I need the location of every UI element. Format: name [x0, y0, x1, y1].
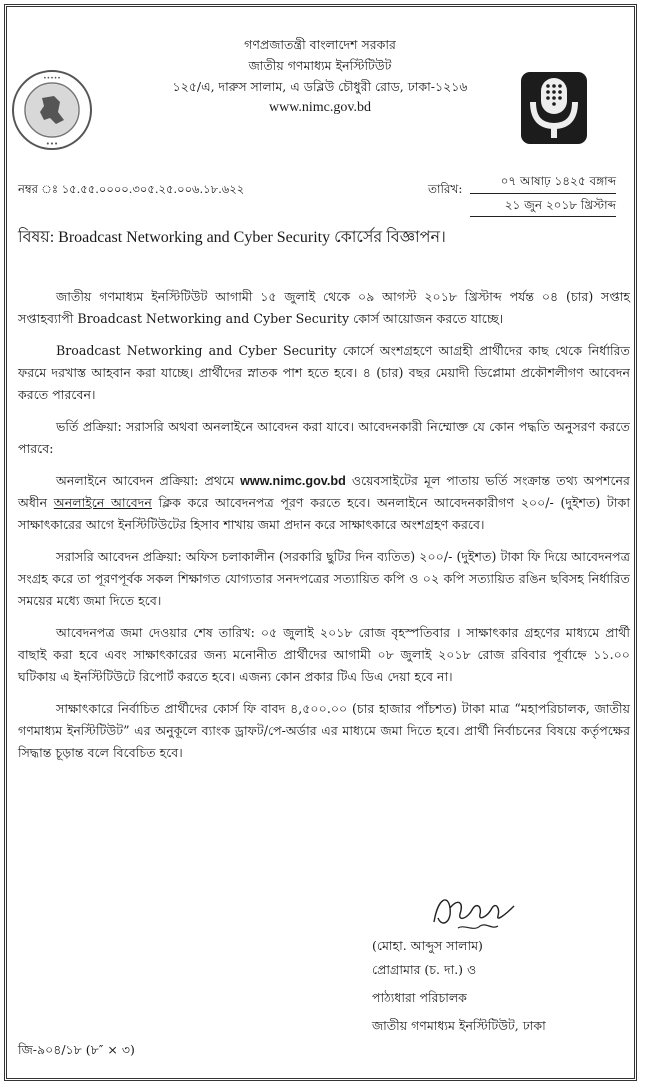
letterhead: [110, 34, 530, 118]
signature-block: [372, 878, 632, 1038]
online-apply-link[interactable]: অনলাইনে আবেদন: [53, 495, 152, 510]
header-address: ১২৫/এ, দারুস সালাম, এ ডব্লিউ চৌধুরী রোড, ঢাকা-১২১৬: [172, 79, 468, 94]
svg-text:•••••: •••••: [43, 75, 61, 82]
date-label: তারিখ:: [428, 182, 463, 196]
signatory-org: জাতীয় গণমাধ্যম ইনস্টিটিউট, ঢাকা: [372, 1018, 546, 1033]
signatory-name: (মোহা. আব্দুস সালাম): [372, 938, 483, 953]
signatory-role: প্রোগ্রামার (চ. দা.) ও: [372, 962, 477, 977]
header-government: গণপ্রজাতন্ত্রী বাংলাদেশ সরকার: [244, 37, 396, 52]
paragraph-eligibility: Broadcast Networking and Cyber Security কোর্সে অংশগ্রহণে আগ্রহী প্রার্থীদের কাছ থেকে নির্ধারিত ফরমে দরখাস্ত আহবান করা যাচ্ছে। প্রার্থীদের স্নাতক পাশ হতে হবে। ৪ (চার) বছর মেয়াদী ডিপ্লোমা প্রকৌশলীগণ আবেদন করতে পারবেন।: [18, 343, 630, 402]
website-link[interactable]: www.nimc.gov.bd: [240, 474, 346, 488]
microphone-logo-icon: [521, 72, 587, 144]
date-gregorian: ২১ জুন ২০১৮ খ্রিস্টাব্দ: [470, 194, 616, 217]
date-block: [470, 170, 616, 217]
paragraph-admission-process: ভর্তি প্রক্রিয়া: সরাসরি অথবা অনলাইনে আবেদন করা যাবে। আবেদনকারী নিম্মোক্ত যে কোন পদ্ধতি অনুসরণ করতে পারবে:: [18, 419, 630, 456]
svg-text:•••: •••: [45, 140, 59, 148]
paragraph-course-fee: সাক্ষাৎকারে নির্বাচিত প্রার্থীদের কোর্স ফি বাবদ ৪,৫০০.০০ (চার হাজার পাঁচশত) টাকা মাত্র “মহাপরিচালক, জাতীয় গণমাধ্যম ইনস্টিটিউট” এর অনুকূলে ব্যাংক ড্রাফট/পে-অর্ডার এর মাধ্যমে জমা দিতে হবে। প্রার্থী নির্বাচনের বিষয়ে কর্তৃপক্ষের সিদ্ধান্ত চূড়ান্ত বলে বিবেচিত হবে।: [18, 701, 630, 760]
subject-line: বিষয়: Broadcast Networking and Cyber Security কোর্সের বিজ্ঞাপন।: [18, 229, 446, 246]
paragraph-deadline: আবেদনপত্র জমা দেওয়ার শেষ তারিখ: ০৫ জুলাই ২০১৮ রোজ বৃহস্পতিবার । সাক্ষাৎকার গ্রহণের মাধ্যমে প্রার্থী বাছাই করা হবে এবং সাক্ষাৎকারের জন্য মনোনীত প্রার্থীদের আগামী ০৮ জুলাই ২০১৮ রোজ রবিবার পূর্বাহ্নে ১১.০০ ঘটিকায় এ ইনস্টিটিউটে রিপোর্ট করতে হবে। এজন্য কোন প্রকার টিএ ডিএ দেয়া হবে না।: [18, 625, 630, 684]
date-bangla: ০৭ আষাঢ় ১৪২৫ বঙ্গাব্দ: [470, 170, 616, 194]
online-text-c: ক্লিক করে আবেদনপত্র পূরণ করতে হবে। অনলাইনে আবেদনকারীগণ ২০০/- (দুইশত) টাকা সাক্ষাৎকারের আগে ইনস্টিটিউটের হিসাব শাখায় জমা প্রদান করে সাক্ষাৎকারে অংশগ্রহণ করবে।: [18, 495, 630, 532]
government-seal-icon: [10, 68, 94, 152]
header-website: www.nimc.gov.bd: [268, 100, 371, 115]
print-code: জি-৯০৪/১৮ (৮″ × ৩): [18, 1042, 135, 1057]
memo-number: নম্বর ঃ ১৫.৫৫.০০০০.৩০৫.২৫.০০৬.১৮.৬২২: [18, 182, 245, 196]
paragraph-course-intro: জাতীয় গণমাধ্যম ইনস্টিটিউট আগামী ১৫ জুলাই থেকে ০৯ আগস্ট ২০১৮ খ্রিস্টাব্দ পর্যন্ত ০৪ (চার) সপ্তাহ সপ্তাহব্যাপী Broadcast Networking and Cyber Security কোর্স আয়োজন করতে যাচ্ছে।: [18, 289, 630, 326]
header-institute: জাতীয় গণমাধ্যম ইনস্টিটিউট: [248, 58, 392, 73]
online-text-b: ওয়েবসাইটের মূল পাতায় ভর্তি সংক্রান্ত তথ্য অপশনের অধীন: [18, 473, 630, 510]
paragraph-online-application: [18, 470, 630, 536]
signatory-role-2: পাঠ্যধারা পরিচালক: [372, 990, 467, 1005]
online-text-a: অনলাইনে আবেদন প্রক্রিয়া: প্রথমে: [56, 473, 235, 488]
notice-body: [18, 286, 630, 774]
paragraph-direct-application: সরাসরি আবেদন প্রক্রিয়া: অফিস চলাকালীন (সরকারি ছুটির দিন ব্যতিত) ২০০/- (দুইশত) টাকা ফি দিয়ে আবেদনপত্র সংগ্রহ করে তা পূরণপূর্বক সকল শিক্ষাগত যোগ্যতার সনদপত্রের সত্যায়িত কপি ও ০২ কপি সত্যায়িত রঙিন ছবিসহ নির্ধারিত সময়ের মধ্যে জমা দিতে হবে।: [18, 549, 630, 608]
